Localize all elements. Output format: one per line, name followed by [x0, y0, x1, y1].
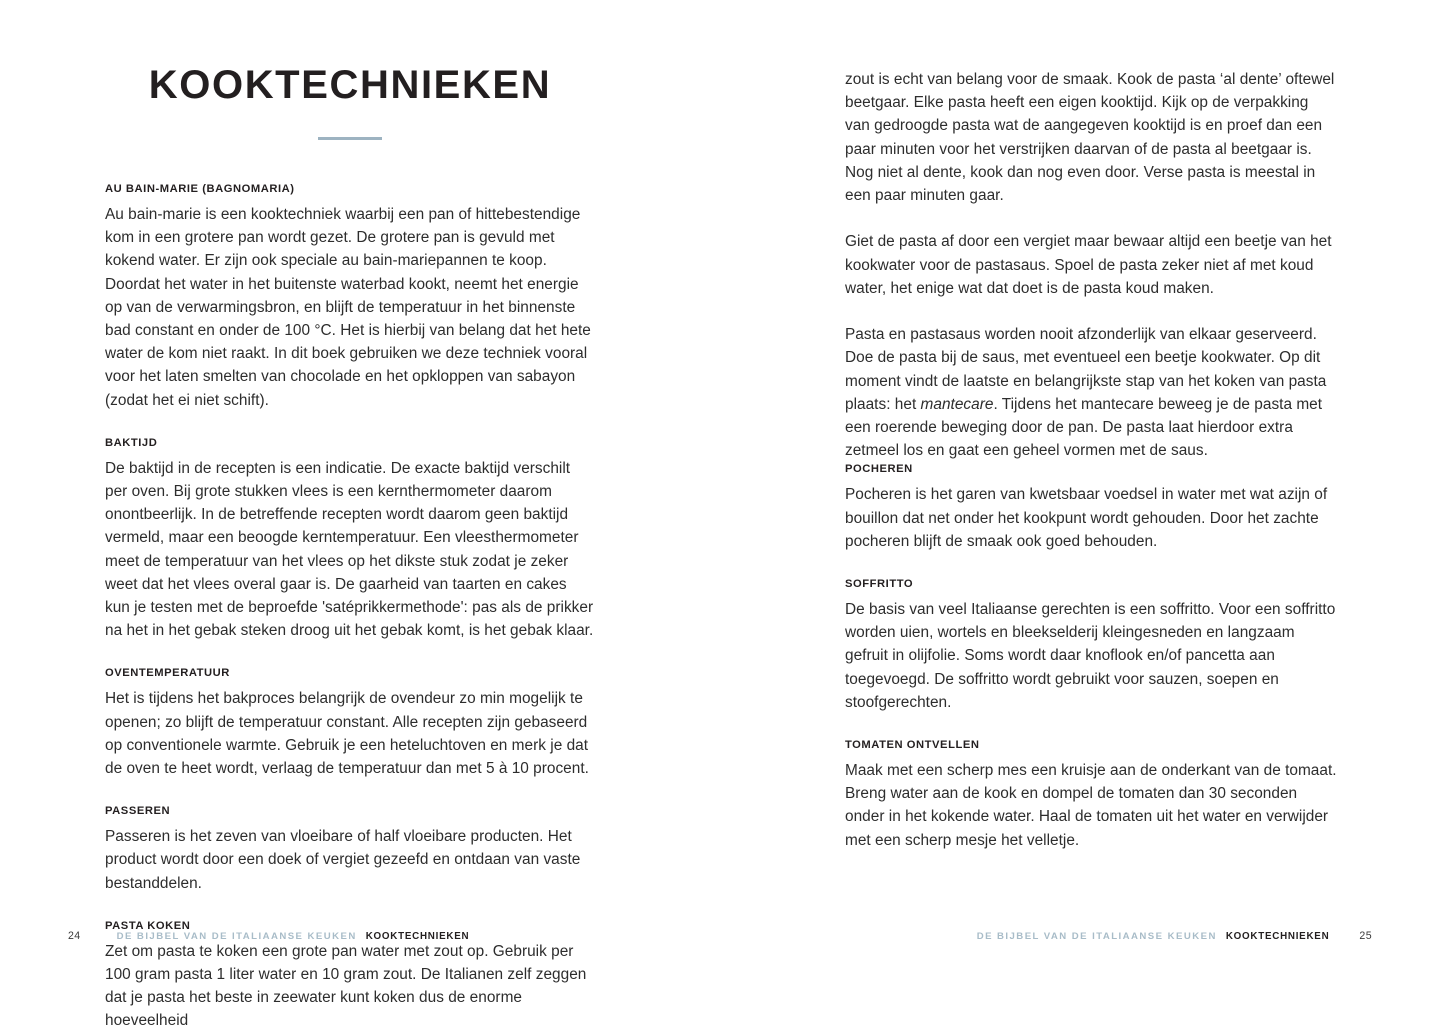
section-heading: SOFFRITTO	[845, 578, 914, 591]
continued-paragraph-block	[845, 68, 1337, 207]
left-page-column	[105, 62, 595, 1033]
section-heading: POCHEREN	[845, 463, 913, 476]
section-paragraph: Zet om pasta te koken een grote pan water met zout op. Gebruik per 100 gram pasta 1 liter water en 10 gram zout. De Italianen zelf zeggen dat je pasta het beste in zeewater kunt koken dus de enorme hoeveelheid	[105, 942, 587, 1030]
section-heading: PASTA KOKEN	[105, 919, 191, 932]
section-heading: AU BAIN-MARIE (BAGNOMARIA)	[105, 183, 295, 195]
mantecare-text-part1: Pasta en pastasaus worden nooit afzonderlijk van elkaar geserveerd. Doe de pasta bij de saus, met eventueel een beetje kookwater. Op dit moment vindt de laatste en belangrijkste stap van het koken van pasta plaats: het	[845, 326, 1327, 413]
section-paragraph: Het is tijdens het bakproces belangrijk de ovendeur zo min mogelijk te openen; zo blijft de temperatuur constant. Alle recepten zijn gebaseerd op conventionele warmte. Gebruik je een heteluchtoven en merk je dat de oven te heet wordt, verlaag de temperatuur dan met 5 à 10 procent.	[105, 690, 589, 778]
page-number-right: 25	[1359, 930, 1372, 942]
title-divider-wrap	[105, 130, 595, 148]
section-paragraph: De basis van veel Italiaanse gerechten is een soffritto. Voor een soffritto worden uien, wortels en bleekselderij kleingesneden en langzaam gefruit in olijfolie. Soms wordt daar knoflook en/of pancetta aan toegevoegd. De soffritto wordt gebruikt voor sauzen, soepen en stoofgerechten.	[845, 601, 1336, 711]
section-heading: OVENTEMPERATUUR	[105, 667, 230, 680]
book-title-left: DE BIJBEL VAN DE ITALIAANSE KEUKEN	[116, 930, 357, 942]
section-paragraph: Pocheren is het garen van kwetsbaar voedsel in water met wat azijn of bouillon dat net onder het kookpunt wordt gehouden. Door het zachte pocheren blijft de smaak ook goed behouden.	[845, 486, 1328, 550]
running-chapter-right: KOOKTECHNIEKEN	[1225, 930, 1330, 942]
page-number-left: 24	[68, 930, 81, 942]
section-paragraph: Au bain-marie is een kooktechniek waarbij een pan of hittebestendige kom in een grotere pan wordt gezet. De grotere pan is gevuld met kokend water. Er zijn ook speciale au bain-mariepannen te koop. Doordat het water in het buitenste waterbad kookt, neemt het energie op van de verwarmingsbron, en blijft de temperatuur in het binnenste bad constant en onder de 100 °C. Het is hierbij van belang dat het hete water de kom niet raakt. In dit boek gebruiken we deze techniek vooral voor het laten smelten van chocolade en het opkloppen van sabayon (zodat het ei niet schift).	[105, 206, 591, 409]
section-paragraph: De baktijd in de recepten is een indicatie. De exacte baktijd verschilt per oven. Bij grote stukken vlees is een kernthermometer daarom onontbeerlijk. In de betreffende recepten wordt daarom geen baktijd vermeld, maar een beoogde kerntemperatuur. Een vleesthermometer meet de temperatuur van het vlees op het dikste stuk zodat je zeker weet dat het vlees overal gaar is. De gaarheid van taarten en cakes kun je testen met de beproefde 'satéprikkermethode': pas als de prikker na het in het gebak steken droog uit het gebak komt, is het gebak klaar.	[105, 459, 594, 640]
section-soffritto	[845, 577, 1337, 714]
footer-right	[977, 930, 1372, 942]
section-oventemperatuur	[105, 666, 595, 780]
drain-pasta-paragraph-block	[845, 230, 1337, 300]
running-chapter-left: KOOKTECHNIEKEN	[365, 930, 470, 942]
continued-paragraph: zout is echt van belang voor de smaak. Kook de pasta ‘al dente’ oftewel beetgaar. Elke pasta heeft een eigen kooktijd. Kijk op de verpakking van gedroogde pasta wat de aangegeven kooktijd is en proef dan een paar minuten voor het verstrijken daarvan of de pasta al beetgaar is. Nog niet al dente, kook dan nog even door. Verse pasta is meestal in een paar minuten gaar.	[845, 71, 1335, 205]
section-paragraph: Passeren is het zeven van vloeibare of half vloeibare producten. Het product wordt door een doek of vergiet gezeefd en ontdaan van vaste bestanddelen.	[105, 828, 581, 892]
book-title-right: DE BIJBEL VAN DE ITALIAANSE KEUKEN	[976, 930, 1217, 942]
section-heading: BAKTIJD	[105, 436, 158, 449]
title-divider	[318, 137, 382, 140]
drain-pasta-paragraph: Giet de pasta af door een vergiet maar bewaar altijd een beetje van het kookwater voor de pastasaus. Spoel de pasta zeker niet af met koud water, het enige wat dat doet is de pasta koud maken.	[845, 233, 1332, 297]
mantecare-italic-term: mantecare	[920, 395, 994, 413]
section-au-bain-marie	[105, 182, 595, 412]
section-baktijd	[105, 436, 595, 643]
right-page-column	[845, 68, 1337, 852]
section-pocheren	[845, 462, 1337, 553]
section-tomaten-ontvellen	[845, 738, 1337, 852]
mantecare-paragraph-block	[845, 323, 1337, 462]
section-paragraph: Maak met een scherp mes een kruisje aan de onderkant van de tomaat. Breng water aan de kook en dompel de tomaten dan 30 seconden onder in het kokende water. Haal de tomaten uit het water en verwijder met een scherp mesje het velletje.	[845, 762, 1337, 849]
section-heading: TOMATEN ONTVELLEN	[845, 739, 980, 752]
page-title: KOOKTECHNIEKEN	[148, 63, 552, 107]
mantecare-text-part2: . Tijdens het mantecare beweeg je de pasta met een roerende beweging door de pan. De pasta laat hierdoor extra zetmeel los en gaat een geheel vormen met de saus.	[845, 395, 1323, 460]
section-heading: PASSEREN	[105, 805, 171, 818]
footer-left	[68, 930, 469, 942]
section-passeren	[105, 804, 595, 895]
mantecare-paragraph	[845, 323, 1337, 462]
